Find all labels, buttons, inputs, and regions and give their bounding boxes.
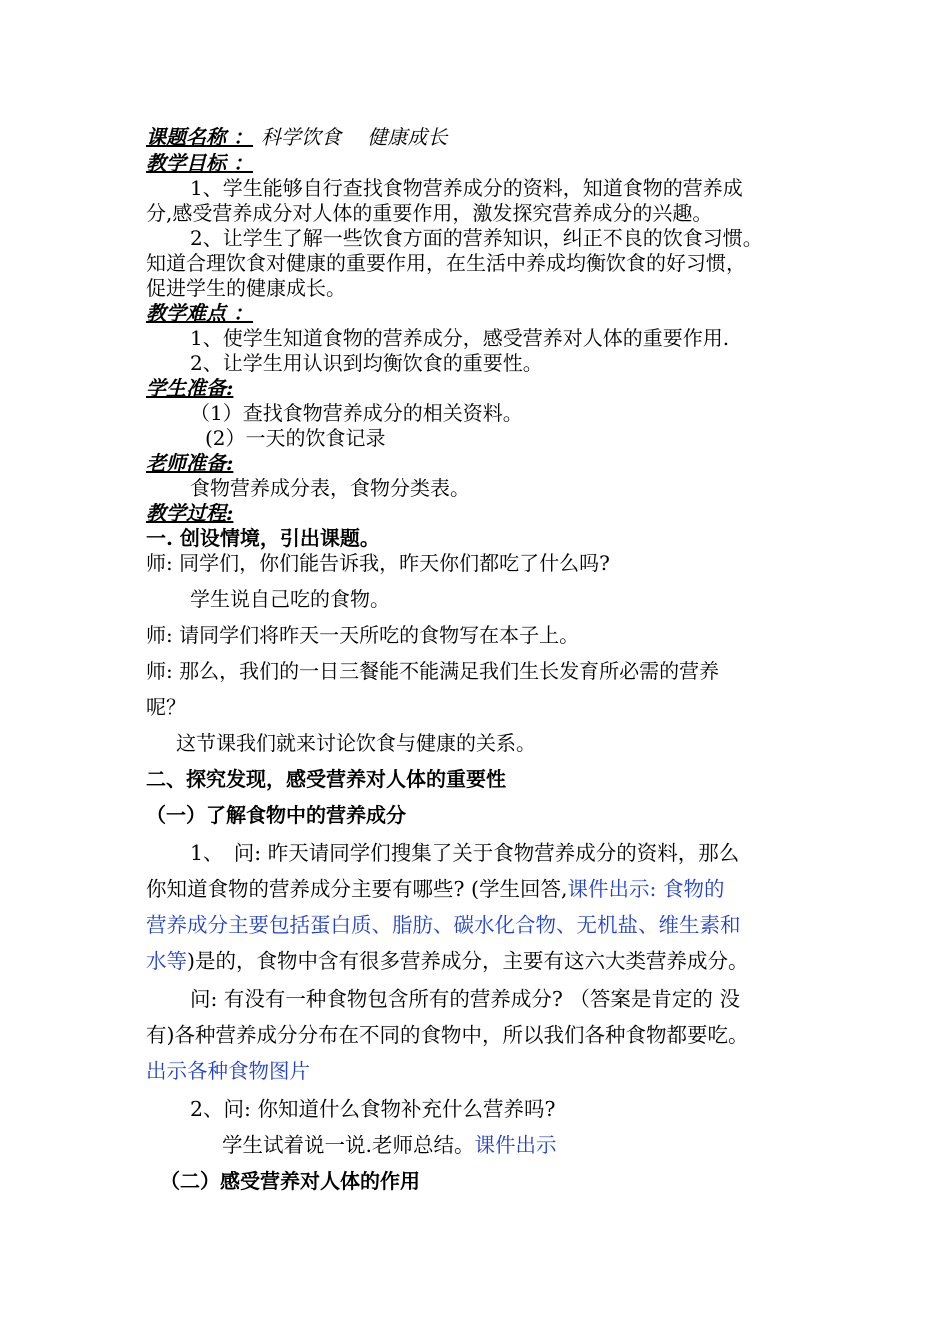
objective-line: 2、让学生了解一些饮食方面的营养知识，纠正不良的饮食习惯。 [190, 226, 763, 250]
dialogue-line: 师: 那么，我们的一日三餐能不能满足我们生长发育所必需的营养 [146, 659, 720, 683]
student-prep-heading: 学生准备: [146, 376, 234, 400]
lesson-title-value: 科学饮食 健康成长 [260, 125, 448, 149]
dialogue-line: 师: 请同学们将昨天一天所吃的食物写在本子上。 [146, 623, 580, 647]
objective-line: 促进学生的健康成长。 [146, 276, 346, 300]
teacher-prep-heading: 老师准备: [146, 451, 234, 475]
difficulties-heading: 教学难点 ： [146, 301, 253, 325]
lesson-title-label: 课题名称 ： [146, 125, 253, 149]
teacher-prep-line: 食物营养成分表，食物分类表。 [190, 476, 470, 500]
courseware-note: 营养成分主要包括蛋白质、脂肪、碳水化合物、无机盐、维生素和 [146, 913, 741, 937]
subsection-2-title: （二）感受营养对人体的作用 [160, 1169, 420, 1193]
subsection-1-title: （一）了解食物中的营养成分 [146, 803, 406, 827]
dialogue-line: 呢？ [146, 695, 186, 719]
section-2-title: 二、探究发现，感受营养对人体的重要性 [146, 767, 506, 791]
question-3-text: 学生试着说一说.老师总结。 [222, 1133, 475, 1157]
student-prep-line: (2）一天的饮食记录 [205, 426, 386, 450]
question-1-text: 你知道食物的营养成分主要有哪些? (学生回答, [146, 877, 568, 901]
question-3-line: 2、问: 你知道什么食物补充什么营养吗? [190, 1097, 556, 1121]
objective-line: 分,感受营养成分对人体的重要作用，激发探究营养成分的兴趣。 [146, 201, 713, 225]
objective-line: 1、学生能够自行查找食物营养成分的资料，知道食物的营养成 [190, 176, 743, 200]
difficulty-line: 1、使学生知道食物的营养成分，感受营养对人体的重要作用. [190, 326, 730, 350]
dialogue-line: 这节课我们就来讨论饮食与健康的关系。 [176, 731, 536, 755]
question-3-line [222, 1132, 557, 1158]
section-1-title: 一. 创设情境，引出课题。 [146, 526, 380, 550]
dialogue-line: 师: 同学们，你们能告诉我，昨天你们都吃了什么吗? [146, 551, 610, 575]
objectives-heading: 教学目标 ： [146, 151, 253, 175]
courseware-note: 水等 [146, 949, 187, 973]
process-heading: 教学过程: [146, 501, 234, 525]
question-1-line [146, 948, 749, 974]
show-food-pictures-note: 出示各种食物图片 [146, 1059, 310, 1083]
dialogue-line: 学生说自己吃的食物。 [190, 587, 390, 611]
question-1-text: )是的，食物中含有很多营养成分，主要有这六大类营养成分。 [187, 949, 749, 973]
objective-line: 知道合理饮食对健康的重要作用，在生活中养成均衡饮食的好习惯， [146, 251, 746, 275]
question-2-line: 有)各种营养成分分布在不同的食物中，所以我们各种食物都要吃。 [146, 1023, 749, 1047]
difficulty-line: 2、让学生用认识到均衡饮食的重要性。 [190, 351, 543, 375]
courseware-note: 课件出示 [474, 1133, 557, 1157]
lesson-title-line [146, 124, 447, 150]
question-1-line: 1、 问: 昨天请同学们搜集了关于食物营养成分的资料，那么 [190, 841, 740, 865]
question-2-line: 问: 有没有一种食物包含所有的营养成分? （答案是肯定的 没 [190, 987, 740, 1011]
question-1-line [146, 876, 724, 902]
student-prep-line: （1）查找食物营养成分的相关资料。 [190, 401, 523, 425]
courseware-note: 课件出示: 食物的 [567, 877, 725, 901]
